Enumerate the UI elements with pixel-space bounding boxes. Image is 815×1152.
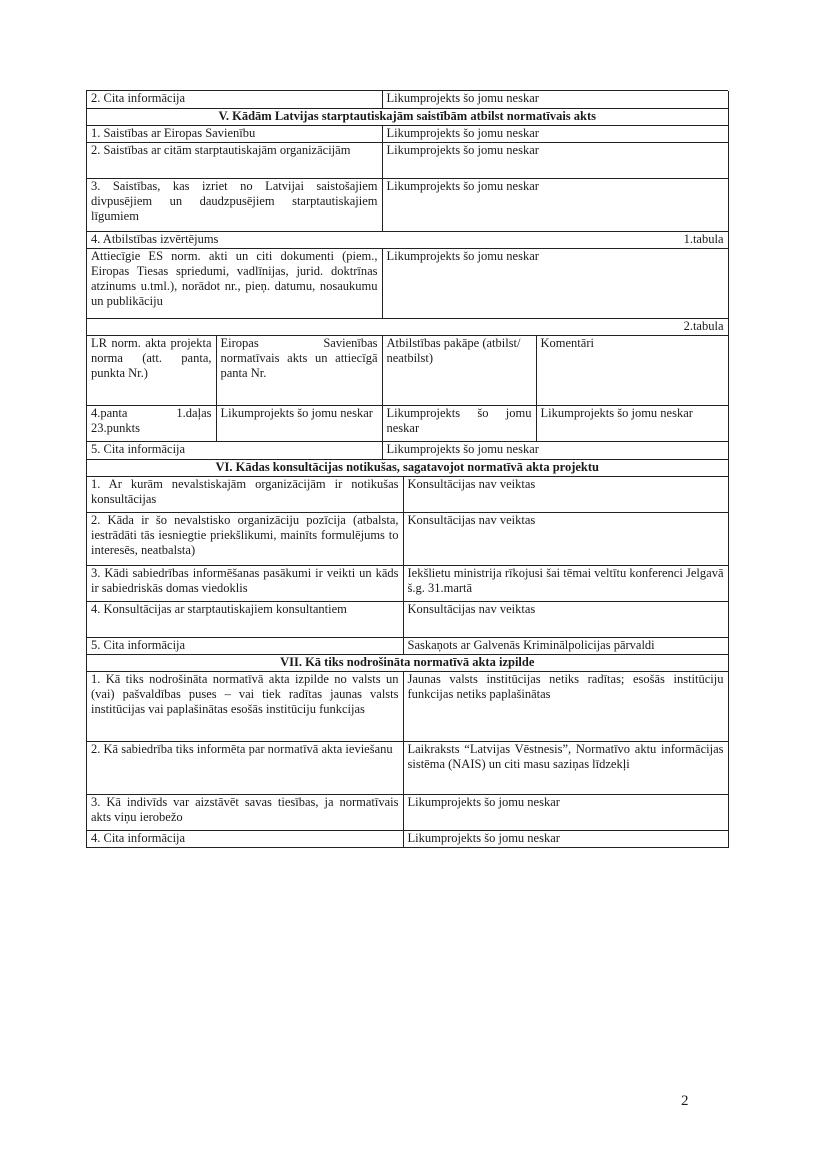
row-label: 5. Cita informācija [87,638,403,655]
annotation-form [86,90,728,848]
table1-label: Attiecīgie ES norm. akti un citi dokumenti (piem., Eiropas Tiesas spriedumi, vadlīnijas, jurid. doktrīnas atzinums u.tml.), norādot nr., pieņ. datumu, nosaukumu un publikāciju [87,248,382,318]
table-row [87,672,728,742]
table-row [87,602,728,638]
table-row [87,638,728,655]
table-row [87,142,728,178]
section-vi-heading: VI. Kādas konsultācijas notikušas, sagatavojot normatīvā akta projektu [87,460,728,477]
table-row [87,742,728,795]
table-row [87,795,728,831]
row-value: Konsultācijas nav veiktas [403,602,728,638]
table1-row [87,248,728,318]
row-value: Likumprojekts šo jomu neskar [382,125,728,142]
table1-value: Likumprojekts šo jomu neskar [382,248,728,318]
row-label: 2. Kā sabiedrība tiks informēta par normatīvā akta ieviešanu [87,742,403,795]
table2-cell: 4.panta 1.daļas 23.punkts [87,406,216,442]
table2-header-cell: Atbilstības pakāpe (atbilst/ neatbilst) [382,336,536,406]
table2-cell: Likumprojekts šo jomu neskar [382,406,536,442]
table2-compliance [87,336,729,443]
table1-caption: 1.tabula [683,231,724,246]
table2-header-row [87,336,728,406]
row-label: 4. Cita informācija [87,831,403,848]
table-row [87,831,728,848]
section-v-heading-row [87,108,728,125]
row-label: 2. Saistības ar citām starptautiskajām organizācijām [87,142,382,178]
table2-data-row [87,406,728,442]
row-value: Laikraksts “Latvijas Vēstnesis”, Normatīvo aktu informācijas sistēma (NAIS) un citi masu saziņas līdzekļi [403,742,728,795]
table2-header-cell: LR norm. akta projekta norma (att. panta, punkta Nr.) [87,336,216,406]
row-label: 2. Kāda ir šo nevalstisko organizāciju pozīcija (atbalsta, iestrādāti tās iesniegtie priekšlikumi, mainīts formulējums to interesēs, neatbalsta) [87,513,403,566]
row-label: 1. Ar kurām nevalstiskajām organizācijām ir notikušas konsultācijas [87,477,403,513]
table-row [87,91,728,108]
row-value: Likumprojekts šo jomu neskar [403,831,728,848]
row-label: 4. Konsultācijas ar starptautiskajiem konsultantiem [87,602,403,638]
table2-cell: Likumprojekts šo jomu neskar [536,406,728,442]
table-row [87,442,728,459]
row-label: 3. Kādi sabiedrības informēšanas pasākumi ir veikti un kāds ir sabiedriskās domas viedoklis [87,566,403,602]
table2-cell: Likumprojekts šo jomu neskar [216,406,382,442]
assessment-row [87,231,728,248]
row-value: Likumprojekts šo jomu neskar [382,142,728,178]
page-number: 2 [681,1093,689,1109]
row-value: Likumprojekts šo jomu neskar [382,442,728,459]
table-row [87,513,728,566]
row-label: 1. Saistības ar Eiropas Savienību [87,125,382,142]
row-value: Iekšlietu ministrija rīkojusi šai tēmai veltītu konferenci Jelgavā š.g. 31.martā [403,566,728,602]
row-label: 1. Kā tiks nodrošināta normatīvā akta izpilde no valsts un (vai) pašvaldības puses – vai tiek radītas jaunas valsts institūcijas vai paplašinātas esošās institūciju funkcijas [87,672,403,742]
table-row [87,125,728,142]
table-row [87,178,728,231]
row-value: Likumprojekts šo jomu neskar [382,178,728,231]
assessment-label: 4. Atbilstības izvērtējums [91,231,219,246]
section-vii-heading-row [87,655,728,672]
section-vi-vii-table [87,460,729,849]
table2-header-cell: Komentāri [536,336,728,406]
section-tail-table [87,91,729,336]
assessment-cell [87,231,728,248]
row-label: 3. Kā indivīds var aizstāvēt savas tiesības, ja normatīvais akts viņu ierobežo [87,795,403,831]
section-v-tail-table [87,442,729,460]
section-vii-heading: VII. Kā tiks nodrošināta normatīvā akta izpilde [87,655,728,672]
section-v-heading: V. Kādām Latvijas starptautiskajām saistībām atbilst normatīvais akts [87,108,728,125]
row-value: Konsultācijas nav veiktas [403,477,728,513]
row-label: 3. Saistības, kas izriet no Latvijai saistošajiem divpusējiem un daudzpusējiem starptautiskajiem līgumiem [87,178,382,231]
table2-header-cell: Eiropas Savienības normatīvais akts un attiecīgā panta Nr. [216,336,382,406]
table2-caption-row [87,318,728,335]
row-label: 2. Cita informācija [87,91,382,108]
row-value: Likumprojekts šo jomu neskar [403,795,728,831]
row-value: Saskaņots ar Galvenās Kriminālpolicijas pārvaldi [403,638,728,655]
table-row [87,566,728,602]
table-row [87,477,728,513]
row-value: Jaunas valsts institūcijas netiks radītas; esošās institūciju funkcijas netiks paplašinātas [403,672,728,742]
table2-caption: 2.tabula [87,318,728,335]
section-vi-heading-row [87,460,728,477]
row-label: 5. Cita informācija [87,442,382,459]
row-value: Konsultācijas nav veiktas [403,513,728,566]
row-value: Likumprojekts šo jomu neskar [382,91,728,108]
